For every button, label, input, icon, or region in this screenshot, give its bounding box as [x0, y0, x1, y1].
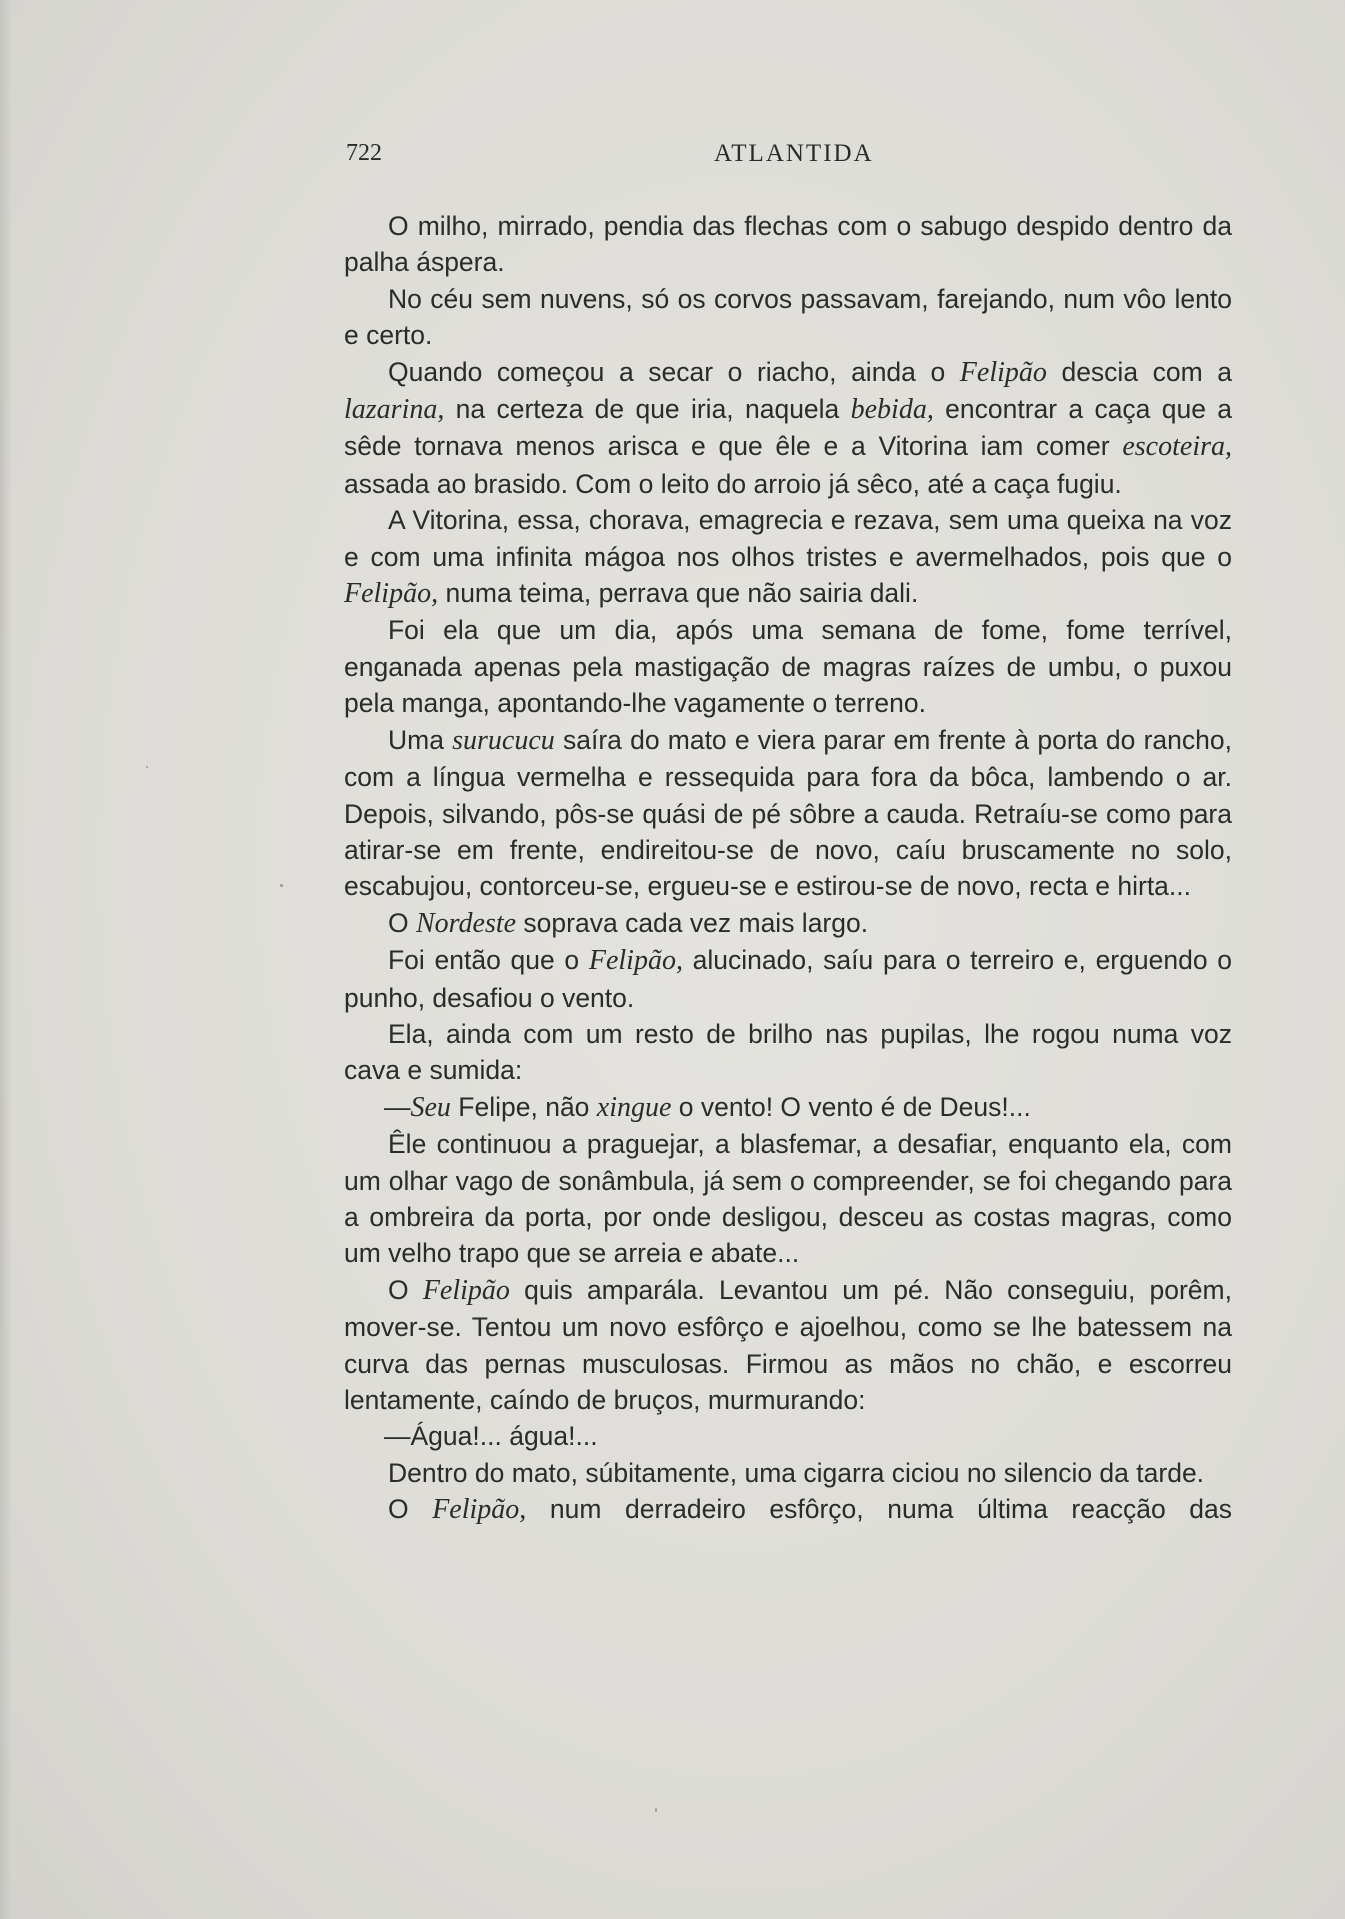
italic-text: escoteira,	[1122, 431, 1232, 463]
italic-text: Felipão	[959, 356, 1047, 388]
text-run: descia com a	[1046, 356, 1233, 387]
italic-text: lazarina,	[344, 394, 445, 426]
text-run: O milho, mirrado, pendia das flechas com o sabugo despido dentro da palha áspera.	[344, 211, 1232, 278]
running-title: ATLANTIDA	[714, 140, 874, 167]
text-run: Êle continuou a praguejar, a blasfemar, a desafiar, enquanto ela, com um olhar vago de sonâmbula, já sem o compreender, se foi chegando para a ombreira da porta, por onde desligou, desceu as costas magras, como um velho trapo que se arreia e abate...	[344, 1129, 1232, 1269]
text-run: Ela, ainda com um resto de brilho nas pupilas, lhe rogou numa voz cava e sumida:	[344, 1018, 1232, 1086]
paragraph	[344, 1272, 1232, 1419]
text-run: Foi então que o	[388, 945, 589, 976]
body-text	[344, 208, 1232, 1529]
italic-text: bebida,	[850, 394, 934, 426]
paragraph	[344, 942, 1232, 1016]
page-number: 722	[346, 140, 382, 166]
text-run: O	[388, 1274, 423, 1305]
text-run: alucinado, saíu para o terreiro e, erguendo o punho, desafiou o vento.	[344, 945, 1232, 1013]
text-run: Felipe, não	[450, 1091, 597, 1122]
paragraph	[344, 1455, 1232, 1491]
dialogue-paragraph	[344, 1418, 1232, 1454]
italic-text: surucucu	[452, 724, 555, 756]
page-header	[346, 140, 1230, 172]
italic-text: xingue	[596, 1091, 672, 1123]
italic-text: Seu	[410, 1091, 451, 1123]
text-run: O	[388, 1494, 433, 1525]
text-run: saíra do mato e viera parar em frente à porta do rancho, com a língua vermelha e ressequida para fora da bôca, lambendo o ar. Depois, silvando, pôs-se quási de pé sôbre a cauda. Retraíu-se como para atirar-se em frente, endireitou-se de novo, caíu bruscamente no solo, escabujou, contorceu-se, ergueu-se e estirou-se de novo, recta e hirta...	[344, 724, 1232, 902]
text-run: na certeza de que iria, naquela	[444, 394, 851, 425]
paragraph	[344, 722, 1232, 905]
italic-text: Nordeste	[415, 907, 517, 939]
italic-text: Felipão	[422, 1274, 510, 1306]
paper-speck	[655, 1808, 657, 1812]
paragraph	[344, 1491, 1232, 1528]
paragraph	[344, 208, 1232, 281]
paragraph	[344, 1016, 1232, 1089]
paper-speck	[280, 884, 283, 887]
text-run: A Vitorina, essa, chorava, emagrecia e rezava, sem uma queixa na voz e com uma infinita mágoa nos olhos tristes e avermelhados, pois que o	[344, 505, 1232, 572]
italic-text: Felipão,	[588, 945, 683, 977]
italic-text: Felipão,	[432, 1494, 527, 1526]
paragraph	[344, 281, 1232, 354]
text-run: o vento! O vento é de Deus!...	[671, 1091, 1031, 1122]
page-edge-shadow	[0, 0, 12, 1919]
text-run: assada ao brasido. Com o leito do arroio já sêco, até a caça fugiu.	[344, 468, 1122, 499]
italic-text: Felipão,	[344, 578, 439, 610]
text-run: No céu sem nuvens, só os corvos passavam, farejando, num vôo lento e certo.	[344, 283, 1232, 351]
dialogue-paragraph	[344, 1089, 1232, 1126]
text-run: soprava cada vez mais largo.	[516, 907, 869, 938]
text-run: —	[384, 1091, 411, 1122]
text-run: Uma	[388, 724, 453, 755]
text-run: O	[388, 907, 416, 938]
paragraph	[344, 1126, 1232, 1272]
text-run: encontrar a caça que a sêde tornava menos arisca e que êle e a Vitorina iam comer	[344, 394, 1232, 462]
text-run: num derradeiro esfôrço, numa última reacção das	[526, 1494, 1232, 1525]
text-run: Quando começou a secar o riacho, ainda o	[388, 356, 960, 387]
paper-speck	[146, 766, 148, 768]
text-run: quis amparála. Levantou um pé. Não conseguiu, porêm, mover-se. Tentou um novo esfôrço e ajoelhou, como se lhe batessem na curva das pernas musculosas. Firmou as mãos no chão, e escorreu lentamente, caíndo de bruços, murmurando:	[344, 1274, 1232, 1415]
text-run: numa teima, perrava que não sairia dali.	[438, 578, 919, 609]
text-run: —Água!... água!...	[384, 1421, 598, 1452]
paragraph	[344, 502, 1232, 612]
text-run: Foi ela que um dia, após uma semana de fome, fome terrível, enganada apenas pela mastigação de magras raízes de umbu, o puxou pela manga, apontando-lhe vagamente o terreno.	[344, 615, 1232, 719]
paragraph	[344, 905, 1232, 942]
paragraph	[344, 612, 1232, 721]
text-run: Dentro do mato, súbitamente, uma cigarra ciciou no silencio da tarde.	[388, 1457, 1205, 1488]
paragraph	[344, 354, 1232, 503]
